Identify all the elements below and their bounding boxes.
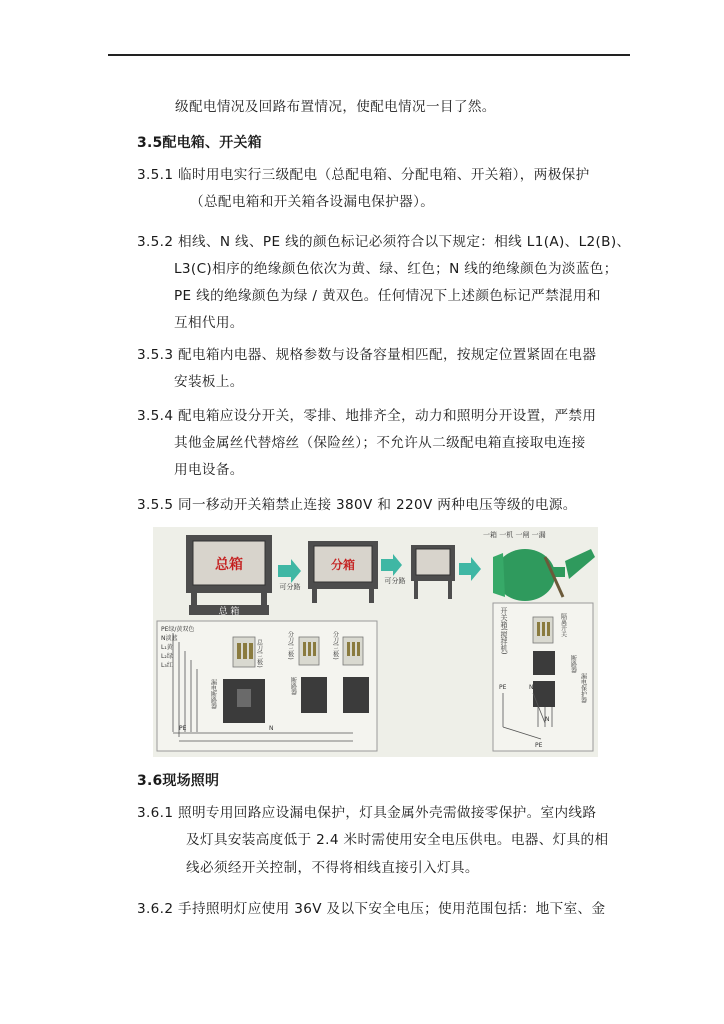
- distribution-figure: [153, 527, 598, 757]
- sub-knife-label-2: 分刀(三极): [331, 631, 339, 660]
- item-3-5-2-line-1: 3.5.2 相线、N 线、PE 线的颜色标记必须符合以下规定：相线 L1(A)、L2(B)、: [137, 234, 631, 250]
- item-3-5-4-line-1: 3.5.4 配电箱应设分开关，零排、地排齐全，动力和照明分开设置，严禁用: [137, 408, 597, 424]
- leakage-breaker-icon: [223, 679, 265, 723]
- main-knife-label: 总刀(三极): [255, 639, 263, 668]
- item-3-6-2-line-1: 3.6.2 手持照明灯应使用 36V 及以下安全电压；使用范围包括：地下室、金: [137, 901, 606, 917]
- header-rule: [108, 54, 630, 56]
- item-3-5-4-line-2: 其他金属丝代替熔丝（保险丝）；不允许从二级配电箱直接取电连接: [174, 435, 586, 451]
- item-3-5-2-line-3: PE 线的绝缘颜色为绿 / 黄双色。任何情况下上述颜色标记严禁混用和: [174, 288, 601, 304]
- switch-box-label: 开关箱(搅拌机): [500, 607, 508, 655]
- wire-label-pe: PE绿/黄双色: [161, 626, 195, 633]
- main-box-caption: 总 箱: [218, 607, 240, 617]
- section-3-6-heading: 3.6现场照明: [137, 773, 220, 789]
- right-pe-bottom-label: PE: [535, 742, 543, 749]
- item-3-6-1-line-2: 及灯具安装高度低于 2.4 米时需使用安全电压供电。电器、灯具的相: [186, 832, 609, 848]
- wire-label-l2: L₂绿: [161, 653, 173, 660]
- sub-knife-switch-1-icon: [299, 637, 319, 665]
- right-pe-label: PE: [499, 684, 507, 691]
- item-3-5-2-line-2: L3(C)相序的绝缘颜色依次为黄、绿、红色；N 线的绝缘颜色为淡蓝色；: [174, 261, 618, 277]
- arrow-label-1: 可分路: [279, 583, 301, 591]
- main-box-label: 总箱: [215, 557, 243, 573]
- right-n-bottom-label: N: [545, 716, 550, 723]
- wire-label-l3: L₃红: [161, 662, 173, 669]
- section-3-5-heading: 3.5配电箱、开关箱: [137, 135, 262, 151]
- breaker-icon-1: [301, 677, 327, 713]
- right-n-label: N: [529, 684, 534, 691]
- leakage-protector-label: 漏电保护器: [579, 673, 587, 703]
- item-3-5-3-line-1: 3.5.3 配电箱内电器、规格参数与设备容量相匹配，按规定位置紧固在电器: [137, 347, 597, 363]
- intro-line: 级配电情况及回路布置情况，使配电情况一目了然。: [175, 99, 496, 115]
- sub-box-label: 分箱: [330, 558, 356, 572]
- pe-label: PE: [179, 725, 187, 732]
- isolation-switch-icon: [533, 617, 553, 643]
- item-3-5-5-line-1: 3.5.5 同一移动开关箱禁止连接 380V 和 220V 两种电压等级的电源。: [137, 497, 577, 513]
- breaker-icon-2: [343, 677, 369, 713]
- arrow-label-2: 可分路: [384, 577, 406, 585]
- n-label: N: [269, 725, 274, 732]
- distribution-diagram: [153, 527, 598, 757]
- item-3-5-3-line-2: 安装板上。: [174, 374, 244, 390]
- item-3-5-2-line-4: 互相代用。: [174, 315, 244, 331]
- item-3-6-1-line-1: 3.6.1 照明专用回路应设漏电保护，灯具金属外壳需做接零保护。室内线路: [137, 805, 597, 821]
- item-3-5-1-line-2: （总配电箱和开关箱各设漏电保护器）。: [190, 194, 435, 210]
- circuit-breaker-label: 断路器: [569, 655, 577, 673]
- sub-knife-label-1: 分刀(三极): [286, 631, 294, 660]
- circuit-breaker-icon: [533, 651, 555, 675]
- item-3-6-1-line-3: 线必须经开关控制，不得将相线直接引入灯具。: [186, 860, 479, 876]
- sub-knife-switch-2-icon: [343, 637, 363, 665]
- leakage-breaker-label: 漏电断路器: [209, 679, 217, 709]
- wire-label-n: N淡蓝: [161, 635, 178, 642]
- wire-label-l1: L₁黄: [161, 644, 173, 651]
- top-right-label: 一箱 一机 一闸 一漏: [483, 531, 546, 539]
- isolation-switch-label: 隔离开关: [559, 613, 567, 637]
- item-3-5-4-line-3: 用电设备。: [174, 462, 244, 478]
- main-knife-switch-icon: [233, 637, 255, 667]
- breaker-label: 断路器: [289, 677, 297, 695]
- leakage-protector-icon: [533, 681, 555, 707]
- item-3-5-1-line-1: 3.5.1 临时用电实行三级配电（总配电箱、分配电箱、开关箱），两极保护: [137, 167, 590, 183]
